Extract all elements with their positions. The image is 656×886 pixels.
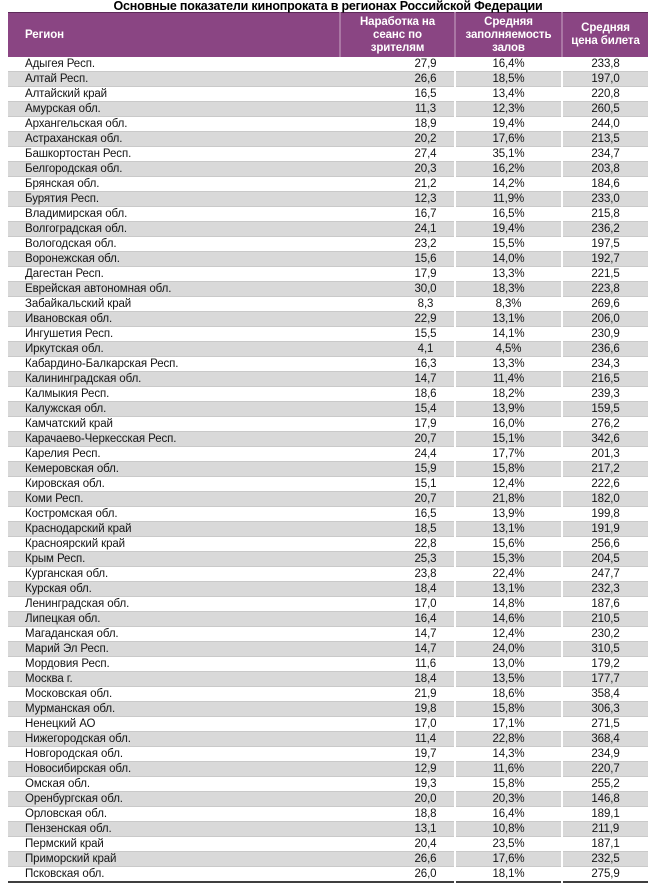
ticket-price-cell: 236,6 bbox=[562, 342, 648, 357]
occupancy-cell: 13,9% bbox=[455, 507, 562, 522]
table-row bbox=[8, 117, 648, 132]
ticket-price-cell: 221,5 bbox=[562, 267, 648, 282]
table-row bbox=[8, 717, 648, 732]
ticket-price-cell: 276,2 bbox=[562, 417, 648, 432]
per-session-viewers-cell: 18,4 bbox=[414, 583, 437, 595]
table-row bbox=[8, 597, 648, 612]
region-cell: Вологодская обл. bbox=[25, 238, 117, 250]
ticket-price-cell: 216,5 bbox=[562, 372, 648, 387]
occupancy-cell: 19,4% bbox=[455, 222, 562, 237]
per-session-viewers-cell: 11,6 bbox=[414, 658, 437, 670]
region-cell: Мурманская обл. bbox=[25, 703, 116, 715]
occupancy-cell: 11,4% bbox=[455, 372, 562, 387]
per-session-viewers-cell: 18,4 bbox=[414, 673, 437, 685]
occupancy-cell: 14,2% bbox=[455, 177, 562, 192]
table-row bbox=[8, 237, 648, 252]
region-cell: Брянская обл. bbox=[25, 178, 100, 190]
table-row bbox=[8, 132, 648, 147]
occupancy-cell: 35,1% bbox=[455, 147, 562, 162]
occupancy-cell: 20,3% bbox=[455, 792, 562, 807]
region-cell: Ненецкий АО bbox=[25, 718, 96, 730]
ticket-price-cell: 192,7 bbox=[562, 252, 648, 267]
table-body bbox=[8, 57, 648, 882]
region-cell: Ингушетия Респ. bbox=[25, 328, 114, 340]
occupancy-cell: 14,6% bbox=[455, 612, 562, 627]
occupancy-cell: 13,1% bbox=[455, 312, 562, 327]
per-session-viewers-cell: 16,3 bbox=[414, 358, 437, 370]
per-session-viewers-cell: 17,0 bbox=[414, 598, 437, 610]
ticket-price-cell: 187,1 bbox=[562, 837, 648, 852]
per-session-viewers-cell: 11,3 bbox=[414, 103, 437, 115]
per-session-viewers-cell: 26,6 bbox=[414, 73, 437, 85]
region-cell: Омская обл. bbox=[25, 778, 90, 790]
table-row bbox=[8, 732, 648, 747]
per-session-viewers-cell: 23,2 bbox=[414, 238, 437, 250]
region-cell: Красноярский край bbox=[25, 538, 125, 550]
ticket-price-cell: 210,5 bbox=[562, 612, 648, 627]
occupancy-cell: 4,5% bbox=[455, 342, 562, 357]
table-row bbox=[8, 702, 648, 717]
occupancy-cell: 15,8% bbox=[455, 777, 562, 792]
region-cell: Костромская обл. bbox=[25, 508, 118, 520]
per-session-viewers-cell: 4,1 bbox=[417, 343, 434, 355]
occupancy-cell: 22,4% bbox=[455, 567, 562, 582]
table-row bbox=[8, 522, 648, 537]
per-session-viewers-cell: 17,9 bbox=[414, 418, 437, 430]
occupancy-cell: 15,8% bbox=[455, 702, 562, 717]
ticket-price-cell: 191,9 bbox=[562, 522, 648, 537]
region-cell: Кабардино-Балкарская Респ. bbox=[25, 358, 179, 370]
per-session-viewers-cell: 20,4 bbox=[414, 838, 437, 850]
occupancy-cell: 14,8% bbox=[455, 597, 562, 612]
ticket-price-cell: 368,4 bbox=[562, 732, 648, 747]
region-cell: Кемеровская обл. bbox=[25, 463, 119, 475]
occupancy-cell: 18,6% bbox=[455, 687, 562, 702]
ticket-price-cell: 358,4 bbox=[562, 687, 648, 702]
table-row bbox=[8, 477, 648, 492]
per-session-viewers-cell: 12,3 bbox=[414, 193, 437, 205]
occupancy-cell: 16,4% bbox=[455, 807, 562, 822]
table-row bbox=[8, 447, 648, 462]
table-row bbox=[8, 492, 648, 507]
region-cell: Камчатский край bbox=[25, 418, 113, 430]
ticket-price-cell: 234,3 bbox=[562, 357, 648, 372]
region-cell: Калининградская обл. bbox=[25, 373, 142, 385]
per-session-viewers-cell: 14,7 bbox=[414, 643, 437, 655]
region-cell: Башкортостан Респ. bbox=[25, 148, 132, 160]
table-row bbox=[8, 462, 648, 477]
region-cell: Карачаево-Черкесская Респ. bbox=[25, 433, 177, 445]
region-cell: Кировская обл. bbox=[25, 478, 105, 490]
table-row bbox=[8, 747, 648, 762]
table-header bbox=[8, 13, 648, 58]
per-session-viewers-cell: 12,9 bbox=[414, 763, 437, 775]
ticket-price-cell: 220,8 bbox=[562, 87, 648, 102]
table-row bbox=[8, 432, 648, 447]
occupancy-cell: 13,5% bbox=[455, 672, 562, 687]
per-session-viewers-cell: 16,5 bbox=[414, 508, 437, 520]
ticket-price-cell: 201,3 bbox=[562, 447, 648, 462]
per-session-viewers-cell: 22,8 bbox=[414, 538, 437, 550]
ticket-price-cell: 230,2 bbox=[562, 627, 648, 642]
occupancy-cell: 22,8% bbox=[455, 732, 562, 747]
ticket-price-cell: 342,6 bbox=[562, 432, 648, 447]
occupancy-cell: 17,7% bbox=[455, 447, 562, 462]
occupancy-cell: 17,6% bbox=[455, 852, 562, 867]
region-cell: Москва г. bbox=[25, 673, 73, 685]
per-session-viewers-cell: 26,6 bbox=[414, 853, 437, 865]
per-session-viewers-cell: 18,9 bbox=[414, 118, 437, 130]
table-row bbox=[8, 372, 648, 387]
per-session-viewers-cell: 24,1 bbox=[414, 223, 437, 235]
region-cell: Курская обл. bbox=[25, 583, 92, 595]
table-row bbox=[8, 837, 648, 852]
per-session-viewers-cell: 21,2 bbox=[414, 178, 437, 190]
occupancy-cell: 13,3% bbox=[455, 267, 562, 282]
occupancy-cell: 18,1% bbox=[455, 867, 562, 883]
per-session-viewers-cell: 26,0 bbox=[414, 868, 437, 880]
region-cell: Калмыкия Респ. bbox=[25, 388, 110, 400]
ticket-price-cell: 197,5 bbox=[562, 237, 648, 252]
per-session-viewers-cell: 18,5 bbox=[414, 523, 437, 535]
ticket-price-cell: 230,9 bbox=[562, 327, 648, 342]
region-cell: Марий Эл Респ. bbox=[25, 643, 109, 655]
per-session-viewers-cell: 14,7 bbox=[414, 628, 437, 640]
occupancy-cell: 12,3% bbox=[455, 102, 562, 117]
region-cell: Псковская обл. bbox=[25, 868, 105, 880]
ticket-price-cell: 206,0 bbox=[562, 312, 648, 327]
region-cell: Воронежская обл. bbox=[25, 253, 120, 265]
occupancy-cell: 13,9% bbox=[455, 402, 562, 417]
ticket-price-cell: 232,3 bbox=[562, 582, 648, 597]
occupancy-cell: 14,1% bbox=[455, 327, 562, 342]
occupancy-cell: 12,4% bbox=[455, 477, 562, 492]
table-row bbox=[8, 102, 648, 117]
ticket-price-cell: 244,0 bbox=[562, 117, 648, 132]
region-cell: Амурская обл. bbox=[25, 103, 101, 115]
table-row bbox=[8, 387, 648, 402]
ticket-price-cell: 177,7 bbox=[562, 672, 648, 687]
ticket-price-cell: 213,5 bbox=[562, 132, 648, 147]
per-session-viewers-cell: 27,4 bbox=[414, 148, 437, 160]
per-session-viewers-cell: 17,9 bbox=[414, 268, 437, 280]
ticket-price-cell: 260,5 bbox=[562, 102, 648, 117]
ticket-price-cell: 203,8 bbox=[562, 162, 648, 177]
column-header-average-ticket-price: Средняя цена билета bbox=[562, 13, 648, 58]
per-session-viewers-cell: 20,7 bbox=[414, 493, 437, 505]
ticket-price-cell: 199,8 bbox=[562, 507, 648, 522]
table-row bbox=[8, 282, 648, 297]
region-cell: Астраханская обл. bbox=[25, 133, 123, 145]
per-session-viewers-cell: 16,4 bbox=[414, 613, 437, 625]
region-cell: Пермский край bbox=[25, 838, 104, 850]
occupancy-cell: 11,6% bbox=[455, 762, 562, 777]
column-header-region: Регион bbox=[8, 13, 340, 58]
ticket-price-cell: 236,2 bbox=[562, 222, 648, 237]
per-session-viewers-cell: 25,3 bbox=[414, 553, 437, 565]
table-row bbox=[8, 777, 648, 792]
occupancy-cell: 14,0% bbox=[455, 252, 562, 267]
ticket-price-cell: 223,8 bbox=[562, 282, 648, 297]
ticket-price-cell: 215,8 bbox=[562, 207, 648, 222]
ticket-price-cell: 184,6 bbox=[562, 177, 648, 192]
ticket-price-cell: 211,9 bbox=[562, 822, 648, 837]
table-row bbox=[8, 72, 648, 87]
table-row bbox=[8, 687, 648, 702]
per-session-viewers-cell: 15,6 bbox=[414, 253, 437, 265]
region-cell: Еврейская автономная обл. bbox=[25, 283, 172, 295]
region-cell: Новгородская обл. bbox=[25, 748, 123, 760]
occupancy-cell: 14,3% bbox=[455, 747, 562, 762]
occupancy-cell: 16,5% bbox=[455, 207, 562, 222]
table-row bbox=[8, 642, 648, 657]
occupancy-cell: 21,8% bbox=[455, 492, 562, 507]
per-session-viewers-cell: 20,3 bbox=[414, 163, 437, 175]
region-cell: Московская обл. bbox=[25, 688, 113, 700]
occupancy-cell: 23,5% bbox=[455, 837, 562, 852]
region-cell: Коми Респ. bbox=[25, 493, 84, 505]
ticket-price-cell: 233,0 bbox=[562, 192, 648, 207]
region-cell: Иркутская обл. bbox=[25, 343, 104, 355]
table-row bbox=[8, 672, 648, 687]
region-cell: Белгородская обл. bbox=[25, 163, 123, 175]
ticket-price-cell: 197,0 bbox=[562, 72, 648, 87]
ticket-price-cell: 159,5 bbox=[562, 402, 648, 417]
per-session-viewers-cell: 15,9 bbox=[414, 463, 437, 475]
occupancy-cell: 18,2% bbox=[455, 387, 562, 402]
occupancy-cell: 15,5% bbox=[455, 237, 562, 252]
per-session-viewers-cell: 15,4 bbox=[414, 403, 437, 415]
ticket-price-cell: 247,7 bbox=[562, 567, 648, 582]
table-row bbox=[8, 807, 648, 822]
per-session-viewers-cell: 19,7 bbox=[414, 748, 437, 760]
table-row bbox=[8, 147, 648, 162]
table-row bbox=[8, 342, 648, 357]
table-row bbox=[8, 57, 648, 72]
region-cell: Бурятия Респ. bbox=[25, 193, 99, 205]
occupancy-cell: 13,1% bbox=[455, 582, 562, 597]
region-cell: Крым Респ. bbox=[25, 553, 86, 565]
region-cell: Оренбургская обл. bbox=[25, 793, 123, 805]
table-row bbox=[8, 867, 648, 883]
ticket-price-cell: 182,0 bbox=[562, 492, 648, 507]
occupancy-cell: 15,8% bbox=[455, 462, 562, 477]
occupancy-cell: 17,1% bbox=[455, 717, 562, 732]
occupancy-cell: 11,9% bbox=[455, 192, 562, 207]
per-session-viewers-cell: 16,7 bbox=[414, 208, 437, 220]
region-cell: Калужская обл. bbox=[25, 403, 107, 415]
per-session-viewers-cell: 14,7 bbox=[414, 373, 437, 385]
per-session-viewers-cell: 19,8 bbox=[414, 703, 437, 715]
occupancy-cell: 16,0% bbox=[455, 417, 562, 432]
per-session-viewers-cell: 13,1 bbox=[414, 823, 437, 835]
region-cell: Приморский край bbox=[25, 853, 117, 865]
table-row bbox=[8, 612, 648, 627]
per-session-viewers-cell: 11,4 bbox=[414, 733, 437, 745]
page-title: Основные показатели кинопроката в регионах Российской Федерации bbox=[113, 0, 543, 13]
region-cell: Дагестан Респ. bbox=[25, 268, 104, 280]
region-cell: Краснодарский край bbox=[25, 523, 132, 535]
ticket-price-cell: 310,5 bbox=[562, 642, 648, 657]
table-row bbox=[8, 822, 648, 837]
ticket-price-cell: 271,5 bbox=[562, 717, 648, 732]
region-cell: Архангельская обл. bbox=[25, 118, 128, 130]
occupancy-cell: 16,4% bbox=[455, 57, 562, 72]
ticket-price-cell: 217,2 bbox=[562, 462, 648, 477]
table-row bbox=[8, 762, 648, 777]
region-cell: Липецкая обл. bbox=[25, 613, 101, 625]
occupancy-cell: 13,1% bbox=[455, 522, 562, 537]
ticket-price-cell: 255,2 bbox=[562, 777, 648, 792]
table-row bbox=[8, 297, 648, 312]
column-header-average-occupancy: Средняя заполняемость залов bbox=[455, 13, 562, 58]
per-session-viewers-cell: 15,1 bbox=[414, 478, 437, 490]
region-cell: Волгоградская обл. bbox=[25, 223, 127, 235]
region-cell: Магаданская обл. bbox=[25, 628, 119, 640]
table-row bbox=[8, 162, 648, 177]
region-cell: Забайкальский край bbox=[25, 298, 132, 310]
per-session-viewers-cell: 16,5 bbox=[414, 88, 437, 100]
region-cell: Карелия Респ. bbox=[25, 448, 101, 460]
ticket-price-cell: 256,6 bbox=[562, 537, 648, 552]
per-session-viewers-cell: 23,8 bbox=[414, 568, 437, 580]
ticket-price-cell: 306,3 bbox=[562, 702, 648, 717]
occupancy-cell: 13,4% bbox=[455, 87, 562, 102]
ticket-price-cell: 269,6 bbox=[562, 297, 648, 312]
table-row bbox=[8, 252, 648, 267]
ticket-price-cell: 189,1 bbox=[562, 807, 648, 822]
ticket-price-cell: 220,7 bbox=[562, 762, 648, 777]
region-cell: Орловская обл. bbox=[25, 808, 107, 820]
region-cell: Новосибирская обл. bbox=[25, 763, 132, 775]
table-row bbox=[8, 402, 648, 417]
per-session-viewers-cell: 27,9 bbox=[414, 58, 437, 70]
ticket-price-cell: 146,8 bbox=[562, 792, 648, 807]
occupancy-cell: 24,0% bbox=[455, 642, 562, 657]
per-session-viewers-cell: 30,0 bbox=[414, 283, 437, 295]
occupancy-cell: 13,0% bbox=[455, 657, 562, 672]
occupancy-cell: 12,4% bbox=[455, 627, 562, 642]
table-row bbox=[8, 357, 648, 372]
ticket-price-cell: 187,6 bbox=[562, 597, 648, 612]
region-cell: Ивановская обл. bbox=[25, 313, 113, 325]
per-session-viewers-cell: 22,9 bbox=[414, 313, 437, 325]
per-session-viewers-cell: 21,9 bbox=[414, 688, 437, 700]
per-session-viewers-cell: 15,5 bbox=[414, 328, 437, 340]
table-row bbox=[8, 177, 648, 192]
ticket-price-cell: 179,2 bbox=[562, 657, 648, 672]
region-cell: Курганская обл. bbox=[25, 568, 109, 580]
occupancy-cell: 19,4% bbox=[455, 117, 562, 132]
table-row bbox=[8, 537, 648, 552]
ticket-price-cell: 204,5 bbox=[562, 552, 648, 567]
occupancy-cell: 15,1% bbox=[455, 432, 562, 447]
per-session-viewers-cell: 8,3 bbox=[417, 298, 434, 310]
table-row bbox=[8, 852, 648, 867]
table-row bbox=[8, 567, 648, 582]
table-row bbox=[8, 207, 648, 222]
region-cell: Пензенская обл. bbox=[25, 823, 112, 835]
table-row bbox=[8, 657, 648, 672]
table-row bbox=[8, 222, 648, 237]
region-cell: Алтай Респ. bbox=[25, 73, 89, 85]
region-cell: Нижегородская обл. bbox=[25, 733, 131, 745]
table-row bbox=[8, 327, 648, 342]
per-session-viewers-cell: 19,3 bbox=[414, 778, 437, 790]
occupancy-cell: 15,3% bbox=[455, 552, 562, 567]
table-row bbox=[8, 267, 648, 282]
table-row bbox=[8, 507, 648, 522]
ticket-price-cell: 222,6 bbox=[562, 477, 648, 492]
table-row bbox=[8, 87, 648, 102]
per-session-viewers-cell: 18,8 bbox=[414, 808, 437, 820]
region-cell: Мордовия Респ. bbox=[25, 658, 110, 670]
per-session-viewers-cell: 20,7 bbox=[414, 433, 437, 445]
occupancy-cell: 18,5% bbox=[455, 72, 562, 87]
cinema-indicators-table bbox=[8, 12, 648, 883]
region-cell: Адыгея Респ. bbox=[25, 58, 95, 70]
ticket-price-cell: 275,9 bbox=[562, 867, 648, 883]
table-row bbox=[8, 552, 648, 567]
table-row bbox=[8, 582, 648, 597]
ticket-price-cell: 233,8 bbox=[562, 57, 648, 72]
table-row bbox=[8, 627, 648, 642]
occupancy-cell: 15,6% bbox=[455, 537, 562, 552]
occupancy-cell: 10,8% bbox=[455, 822, 562, 837]
per-session-viewers-cell: 20,0 bbox=[414, 793, 437, 805]
column-header-per-session-viewers: Наработка на сеанс по зрителям bbox=[340, 13, 455, 58]
region-cell: Владимирская обл. bbox=[25, 208, 128, 220]
occupancy-cell: 18,3% bbox=[455, 282, 562, 297]
per-session-viewers-cell: 24,4 bbox=[414, 448, 437, 460]
per-session-viewers-cell: 20,2 bbox=[414, 133, 437, 145]
ticket-price-cell: 234,9 bbox=[562, 747, 648, 762]
table-header-row bbox=[8, 13, 648, 58]
table-row bbox=[8, 312, 648, 327]
per-session-viewers-cell: 17,0 bbox=[414, 718, 437, 730]
ticket-price-cell: 232,5 bbox=[562, 852, 648, 867]
region-cell: Ленинградская обл. bbox=[25, 598, 130, 610]
occupancy-cell: 17,6% bbox=[455, 132, 562, 147]
occupancy-cell: 16,2% bbox=[455, 162, 562, 177]
table-row bbox=[8, 417, 648, 432]
table-row bbox=[8, 192, 648, 207]
region-cell: Алтайский край bbox=[25, 88, 108, 100]
table-row bbox=[8, 792, 648, 807]
per-session-viewers-cell: 18,6 bbox=[414, 388, 437, 400]
ticket-price-cell: 239,3 bbox=[562, 387, 648, 402]
occupancy-cell: 8,3% bbox=[455, 297, 562, 312]
ticket-price-cell: 234,7 bbox=[562, 147, 648, 162]
occupancy-cell: 13,3% bbox=[455, 357, 562, 372]
